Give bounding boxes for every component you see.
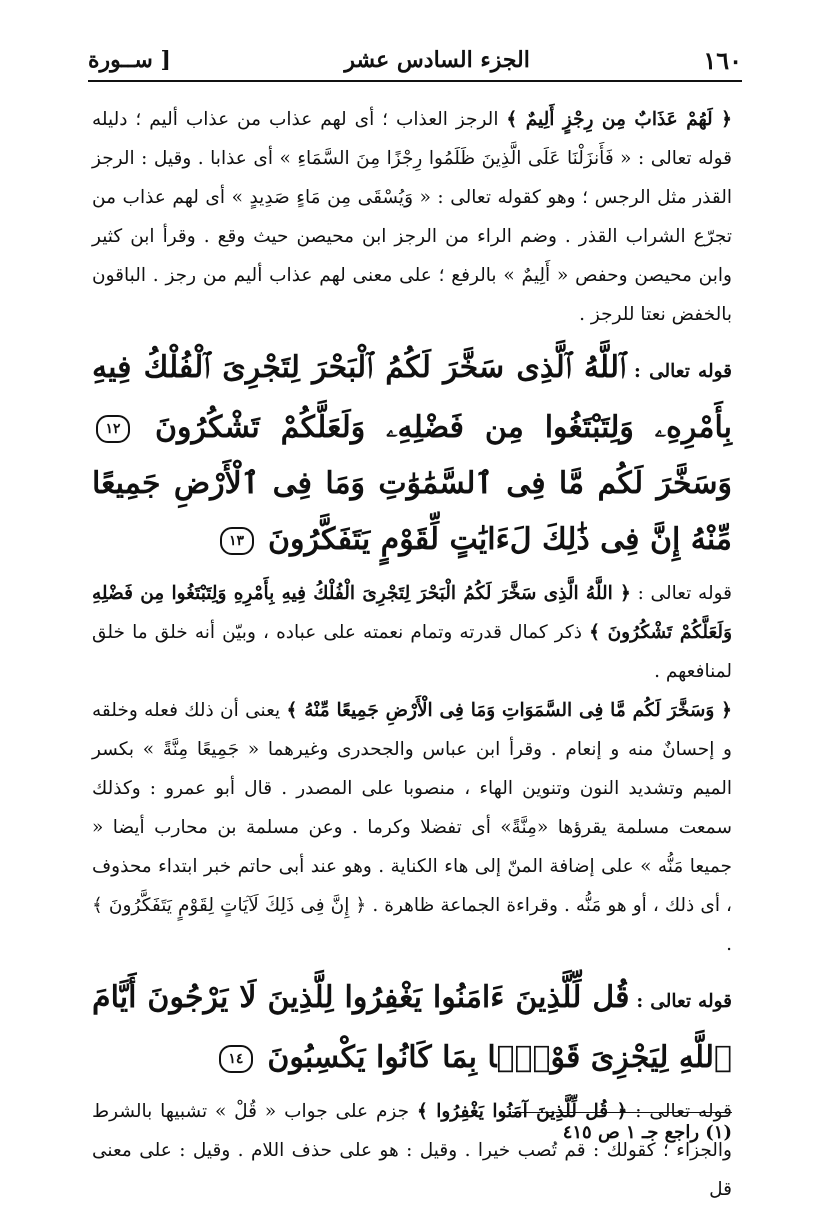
quran-quote: ﴿ وَسَخَّرَ لَكُم مَّا فِى السَّمَوَاتِ وَمَا فِى الْأَرْضِ جَمِيعًا مِّنْهُ ﴾ bbox=[286, 700, 732, 721]
quran-quote: ﴿ لَهُمْ عَذَابٌ مِن رِجْزٍ أَلِيمٌ ﴾ bbox=[506, 109, 732, 130]
footnote-rule bbox=[512, 1112, 732, 1113]
verse-block bbox=[92, 340, 732, 568]
paragraph-text: ذكر كمال قدرته وتمام نعمته على عباده ، وبيّن أنه خلق ما خلق لمنافعهم . bbox=[92, 622, 732, 682]
quran-quote: ﴿ اللَّهُ الَّذِى سَخَّرَ لَكُمُ الْبَحْرَ لِتَجْرِىَ الْفُلْكُ فِيهِ بِأَمْرِهِ وَلِتَبْتَغُوا مِن فَضْلِهِ وَلَعَلَّكُمْ تَشْكُرُونَ ﴾ bbox=[92, 583, 733, 643]
commentary-lead: قوله تعالى : bbox=[630, 583, 732, 604]
page-number: ١٦٠ bbox=[703, 45, 742, 75]
paragraph-text: جزم على جواب « قُلْ » تشبيها بالشرط والجزاء ؛ كقولك : قم تُصب خيرا . وقيل : هو على حذف اللام . وقيل : على معنى قل bbox=[92, 1101, 732, 1200]
verse-block bbox=[92, 970, 732, 1086]
verse-text: قُل لِّلَّذِينَ ءَامَنُوا يَغْفِرُوا لِلَّذِينَ لَا يَرْجُونَ أَيَّامَ ٱللَّهِ لِيَجْزِىَ قَوْمًۢا بِمَا كَانُوا يَكْسِبُونَ bbox=[92, 980, 732, 1075]
commentary-paragraph bbox=[92, 691, 732, 964]
sura-label: [ ســورة bbox=[88, 47, 171, 73]
commentary-paragraph bbox=[92, 100, 732, 334]
header-rule bbox=[88, 80, 742, 82]
footnote: (١) راجع جـ ١ ص ٤١٥ bbox=[562, 1122, 732, 1143]
running-title: الجزء السادس عشر bbox=[344, 47, 530, 73]
quran-quote: ﴿ قُل لِّلَّذِينَ آمَنُوا يَغْفِرُوا ﴾ bbox=[416, 1101, 628, 1122]
verse-lead: قوله تعالى : bbox=[629, 991, 733, 1012]
verse-lead: قوله تعالى : bbox=[625, 361, 733, 382]
page-header bbox=[88, 40, 742, 80]
verse-text: وَسَخَّرَ لَكُم مَّا فِى ٱلسَّمَٰوَٰتِ وَمَا فِى ٱلْأَرْضِ جَمِيعًا مِّنْهُ إِنَّ فِى ذَٰلِكَ لَءَايَٰتٍ لِّقَوْمٍ يَتَفَكَّرُونَ bbox=[92, 466, 732, 557]
commentary-lead: قوله تعالى : bbox=[627, 1101, 733, 1122]
ayah-number-mark: ١٤ bbox=[219, 1045, 253, 1073]
commentary-paragraph bbox=[92, 1092, 732, 1209]
ayah-number-mark: ١٣ bbox=[220, 527, 254, 555]
verse-text: ٱللَّهُ ٱلَّذِى سَخَّرَ لَكُمُ ٱلْبَحْرَ لِتَجْرِىَ ٱلْفُلْكُ فِيهِ بِأَمْرِهِۦ وَلِتَبْتَغُوا مِن فَضْلِهِۦ وَلَعَلَّكُمْ تَشْكُرُونَ bbox=[92, 350, 732, 445]
commentary-paragraph bbox=[92, 574, 732, 691]
paragraph-text: الرجز العذاب ؛ أى لهم عذاب من عذاب أليم ؛ دليله قوله تعالى : « فَأَنزَلْنَا عَلَى الَّذِينَ ظَلَمُوا رِجْزًا مِنَ السَّمَاءِ » أى عذابا . وقيل : الرجز القذر مثل الرجس ؛ وهو كقوله تعالى : « وَيُسْقَى مِن مَاءٍ صَدِيدٍ » أى لهم عذاب من تجرّع الشراب القذر . وضم الراء من الرجز ابن محيصن حيث وقع . وقرأ ابن كثير وابن محيصن وحفص « أَلِيمٌ » بالرفع ؛ على معنى لهم عذاب أليم من رجز . الباقون بالخفض نعتا للرجز . bbox=[92, 109, 732, 325]
ayah-number-mark: ١٢ bbox=[96, 415, 130, 443]
page-body bbox=[92, 100, 732, 1209]
paragraph-text: يعنى أن ذلك فعله وخلقه و إحسانٌ منه و إنعام . وقرأ ابن عباس والجحدرى وغيرهما « جَمِيعًا مِنَّةً » بكسر الميم وتشديد النون وتنوين الهاء ، منصوبا على المصدر . قال أبو عمرو : وكذلك سمعت مسلمة يقرؤها «مِنَّةً» أى تفضلا وكرما . وعن مسلمة بن محارب أيضا « جميعا مَنُّه » على إضافة المنّ إلى هاء الكناية . وهو عند أبى حاتم خبر ابتداء محذوف ، أى ذلك ، أو هو مَنُّه . وقراءة الجماعة ظاهرة . ﴿ إِنَّ فِى ذَلِكَ لَآيَاتٍ لِقَوْمٍ يَتَفَكَّرُونَ ﴾ . bbox=[92, 700, 732, 955]
